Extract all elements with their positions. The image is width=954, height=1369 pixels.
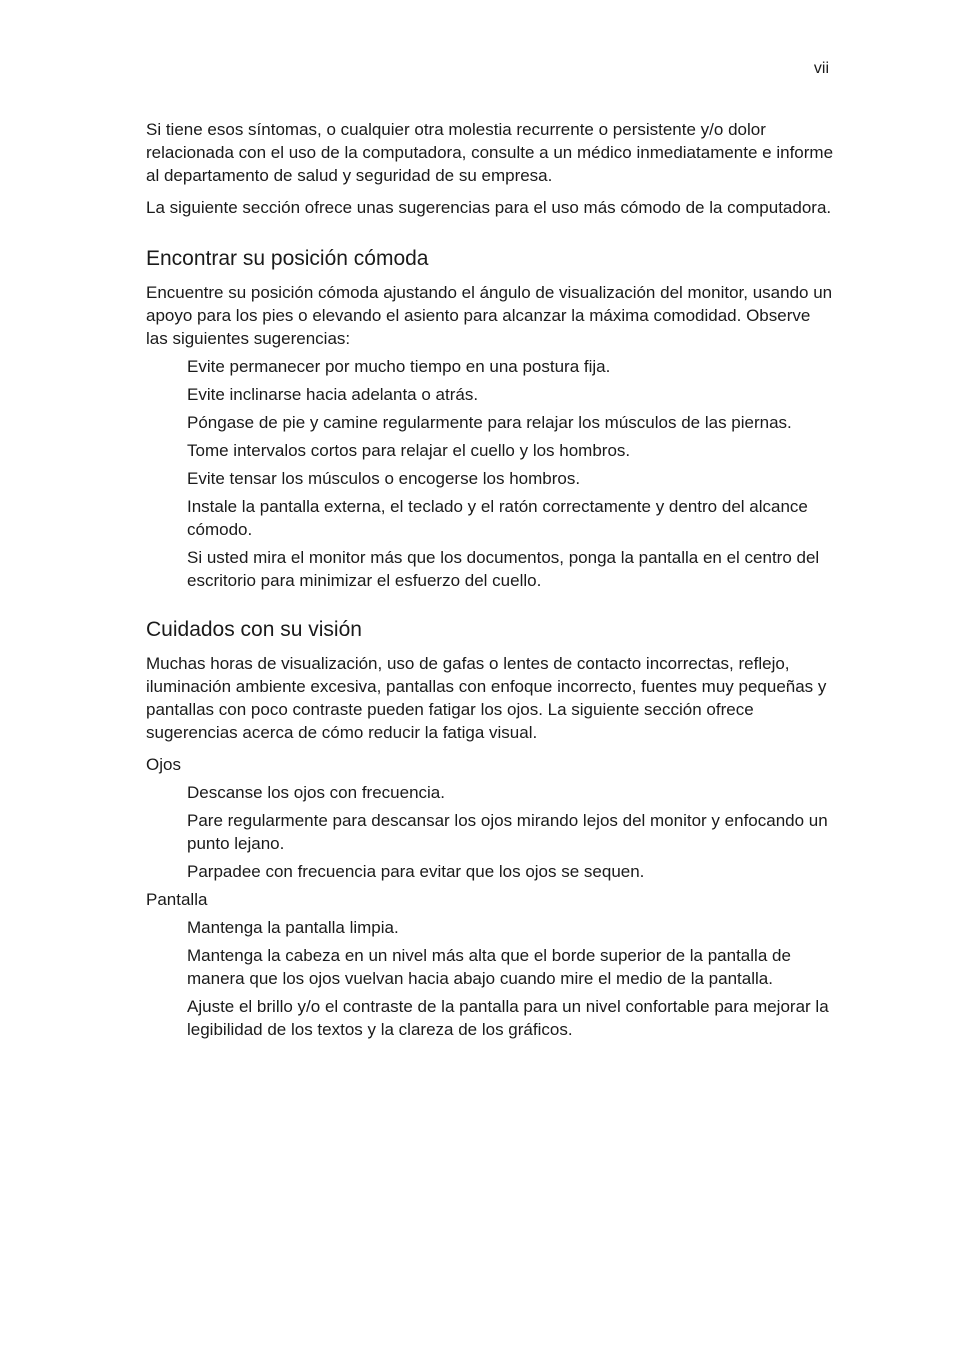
list-item: Mantenga la pantalla limpia.: [187, 918, 399, 937]
list-item: Ajuste el brillo y/o el contraste de la pantalla para un nivel confortable para mejorar la legibilidad de los textos y la clareza de los gráficos.: [187, 997, 829, 1039]
list-item: Descanse los ojos con frecuencia.: [187, 783, 445, 802]
intro-paragraph: Si tiene esos síntomas, o cualquier otra molestia recurrente o persistente y/o dolor relacionada con el uso de la computadora, consulte a un médico inmediatamente e informe al departamento de salud y seguridad de su empresa.: [146, 120, 834, 185]
intro-paragraph: La siguiente sección ofrece unas sugerencias para el uso más cómodo de la computadora.: [146, 198, 832, 217]
list-item: Evite inclinarse hacia adelanta o atrás.: [187, 385, 479, 404]
section-title-vision-care: Cuidados con su visión: [146, 618, 362, 641]
eye-tips-list: [146, 781, 836, 883]
section-paragraph: Muchas horas de visualización, uso de gafas o lentes de contacto incorrectas, reflejo, iluminación ambiente excesiva, pantallas con enfoque incorrecto, fuentes muy pequeñas y pantallas con poco contraste pueden fatigar los ojos. La siguiente sección ofrece sugerencias acerca de cómo reducir la fatiga visual.: [146, 654, 827, 742]
subheading-screen: Pantalla: [146, 890, 208, 909]
page-number: vii: [813, 60, 829, 77]
list-item: Instale la pantalla externa, el teclado y el ratón correctamente y dentro del alcance cómodo.: [187, 497, 808, 539]
list-item: Mantenga la cabeza en un nivel más alta que el borde superior de la pantalla de manera que los ojos vuelvan hacia abajo cuando mire el medio de la pantalla.: [187, 946, 791, 988]
list-item: Evite tensar los músculos o encogerse los hombros.: [187, 469, 581, 488]
list-item: Parpadee con frecuencia para evitar que los ojos se sequen.: [187, 862, 645, 881]
list-item: Si usted mira el monitor más que los documentos, ponga la pantalla en el centro del escritorio para minimizar el esfuerzo del cuello.: [187, 548, 820, 590]
list-item: Pare regularmente para descansar los ojos mirando lejos del monitor y enfocando un punto lejano.: [187, 811, 828, 853]
section-paragraph: Encuentre su posición cómoda ajustando el ángulo de visualización del monitor, usando un apoyo para los pies o elevando el asiento para alcanzar la máxima comodidad. Observe las siguientes sugerencias:: [146, 283, 833, 348]
list-item: Evite permanecer por mucho tiempo en una postura fija.: [187, 357, 611, 376]
list-item: Póngase de pie y camine regularmente para relajar los músculos de las piernas.: [187, 413, 792, 432]
section-title-comfortable-position: Encontrar su posición cómoda: [146, 247, 429, 270]
posture-tips-list: [146, 355, 836, 592]
page-content: [146, 118, 836, 1046]
subheading-eyes: Ojos: [146, 755, 181, 774]
list-item: Tome intervalos cortos para relajar el cuello y los hombros.: [187, 441, 631, 460]
screen-tips-list: [146, 916, 836, 1041]
